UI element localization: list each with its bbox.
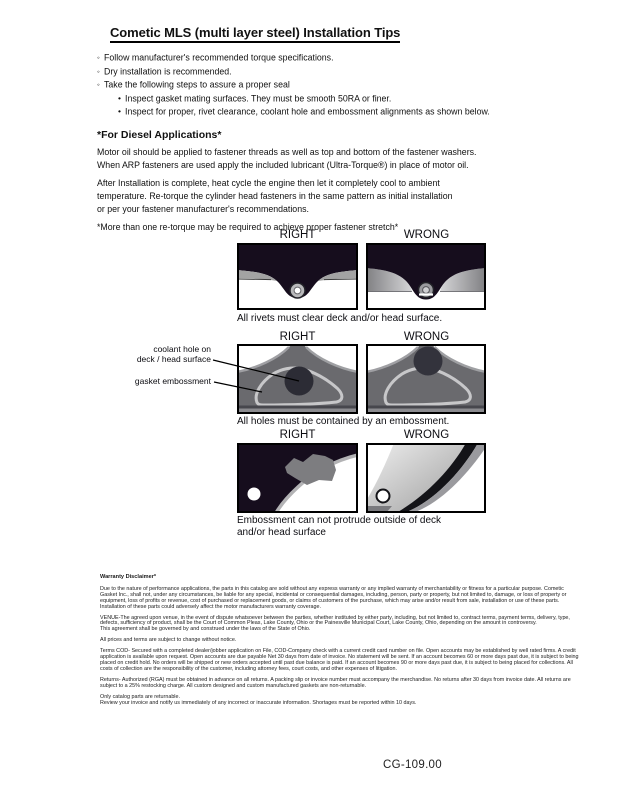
paragraph-line: When ARP fasteners are used apply the included lubricant (Ultra-Torque®) in place of motor oil. <box>97 159 469 170</box>
tip-text: Take the following steps to assure a proper seal <box>104 79 290 90</box>
coolant-right-illustration <box>237 344 358 414</box>
invoice-review-text: Review your invoice and notify us immediately of any incorrect or inaccurate information. Shortages must be reported within 10 days. <box>100 699 417 706</box>
venue-paragraph <box>100 616 580 634</box>
tip-sub-item <box>97 105 577 119</box>
coolant-hole-right-diagram <box>237 344 358 414</box>
callout-coolant-hole <box>105 345 211 364</box>
protrusion-wrong-illustration <box>366 443 486 513</box>
caption-line: Embossment can not protrude outside of deck <box>237 515 442 526</box>
sub-bullet-marker: • <box>118 92 121 103</box>
protrusion-right-diagram <box>237 443 358 513</box>
paragraph-line: temperature. Re-torque the cylinder head fasteners in the same pattern as initial installation <box>97 190 453 201</box>
diagram3-caption <box>237 515 441 538</box>
page-title: Cometic MLS (multi layer steel) Installation Tips <box>110 25 400 43</box>
tip-sub-item <box>97 92 577 106</box>
catalog-returns-text: Only catalog parts are returnable. <box>100 693 181 700</box>
warranty-disclaimer <box>100 575 580 711</box>
paragraph-line: After Installation is complete, heat cycle the engine then let it completely cool to ambient <box>97 177 440 188</box>
page-code: CG-109.00 <box>383 759 442 771</box>
warranty-heading: Warranty Disclaimer* <box>100 574 157 580</box>
tip-text: Inspect for proper, rivet clearance, coolant hole and embossment alignments as shown below. <box>125 106 490 117</box>
diagram2-wrong-label: WRONG <box>403 331 450 343</box>
tip-item <box>97 51 577 65</box>
coolant-wrong-illustration <box>366 344 486 414</box>
diagram1-wrong-label: WRONG <box>403 229 450 241</box>
returns-paragraph: Returns- Authorized (RGA) must be obtained in advance on all returns. A packing slip or invoice number must accompany the merchandise. No returns after 30 days from invoice date. All returns are subject to a 25% restocking charge. All custom designed and custom manufactured gaskets are non-returnable. <box>100 676 571 689</box>
title-row <box>110 24 577 43</box>
retorque-note: *More than one re-torque may be required to achieve proper fastener stretch* <box>97 221 399 232</box>
content-column <box>97 24 577 234</box>
bullet-marker: ◦ <box>97 80 100 89</box>
tip-text: Inspect gasket mating surfaces. They must be smooth 50RA or finer. <box>125 93 392 103</box>
diagram1-caption: All rivets must clear deck and/or head surface. <box>237 313 443 324</box>
diagram1-right-label: RIGHT <box>279 229 316 241</box>
diagram3-right-label: RIGHT <box>279 429 316 441</box>
diagram2-right-label: RIGHT <box>279 331 316 343</box>
paragraph-line: or per your fastener manufacturer's recommendations. <box>97 203 309 214</box>
coolant-hole-wrong-diagram <box>366 344 487 414</box>
governing-law-text: This agreement shall be governed by and construed under the laws of the State of Ohio. <box>100 626 311 633</box>
callout-line: coolant hole on <box>153 344 211 354</box>
prices-paragraph: All prices and terms are subject to change without notice. <box>100 637 237 644</box>
caption-line: and/or head surface <box>237 526 326 538</box>
protrusion-right-illustration <box>237 443 358 513</box>
venue-text: VENUE-The agreed upon venue, in the event of dispute whatsoever between the parties, whether instituted by either party, including, but not limited to, contract terms, payment terms, delivery, type, defects, sufficiency of product, shall be the Court of Common Pleas, Lake County, Ohio or the Painesville Municipal Court, Lake County, Ohio, depending on the amount in controversy. <box>100 614 570 627</box>
catalog-returns-paragraph <box>100 695 580 707</box>
tip-item <box>97 65 577 79</box>
tip-text: Dry installation is recommended. <box>104 66 232 76</box>
diesel-paragraph-2 <box>97 177 577 216</box>
bullet-marker: ◦ <box>97 66 100 76</box>
tips-list <box>97 51 577 119</box>
tip-item <box>97 78 577 92</box>
bullet-marker: ◦ <box>97 53 100 62</box>
rivet-clearance-wrong-diagram <box>366 243 487 310</box>
rivet-wrong-illustration <box>366 243 486 310</box>
callout-gasket-embossment: gasket embossment <box>134 376 211 386</box>
diesel-heading: *For Diesel Applications* <box>97 128 222 141</box>
sub-bullet-marker: • <box>118 106 121 116</box>
callout-line: deck / head surface <box>136 353 211 364</box>
diesel-paragraph-1 <box>97 146 577 172</box>
diagram3-wrong-label: WRONG <box>403 429 450 441</box>
rivet-clearance-right-diagram <box>237 243 358 310</box>
diagram2-caption: All holes must be contained by an embossment. <box>237 416 450 427</box>
terms-paragraph: Terms COD- Secured with a completed dealer/jobber application on File, COD-Company check with a current credit card number on file. Open accounts may be established by well rated firms. A credit application is available upon request. Open accounts are due payable Net 30 days from date of invoice. No statement will be sent. If an account becomes 60 or more days past due, it is subject to being placed on credit hold. No orders will be shipped or new orders accepted until past due balance is paid. If an account becomes 90 or more days past due, it is subject to being placed for collections. All costs of collection are the responsibility of the customer, including attorney fees, court costs, and other expenses of litigation. <box>100 648 579 672</box>
protrusion-wrong-diagram <box>366 443 487 513</box>
warranty-paragraph: Due to the nature of performance applications, the parts in this catalog are sold without any express warranty or any implied warranty of merchantability or fitness for a particular purpose. Cometic Gasket Inc., shall not, under any circumstances, be liable for any special, incidental or consequential damages, including, person, party or property, but not limited to, damage, or loss of property or equipment, loss of profits or revenue, cost of purchased or replacement goods, or claims of customers of the purchase, which may arise and/or result from sale, installation or use of these parts. Installation of these parts could adversely affect the motor manufacturers warranty coverage. <box>100 585 567 610</box>
paragraph-line: Motor oil should be applied to fastener threads as well as top and bottom of the fastener washers. <box>97 146 477 157</box>
rivet-right-illustration <box>237 243 358 310</box>
tip-text: Follow manufacturer's recommended torque specifications. <box>104 52 334 63</box>
diagram-section <box>0 226 618 548</box>
